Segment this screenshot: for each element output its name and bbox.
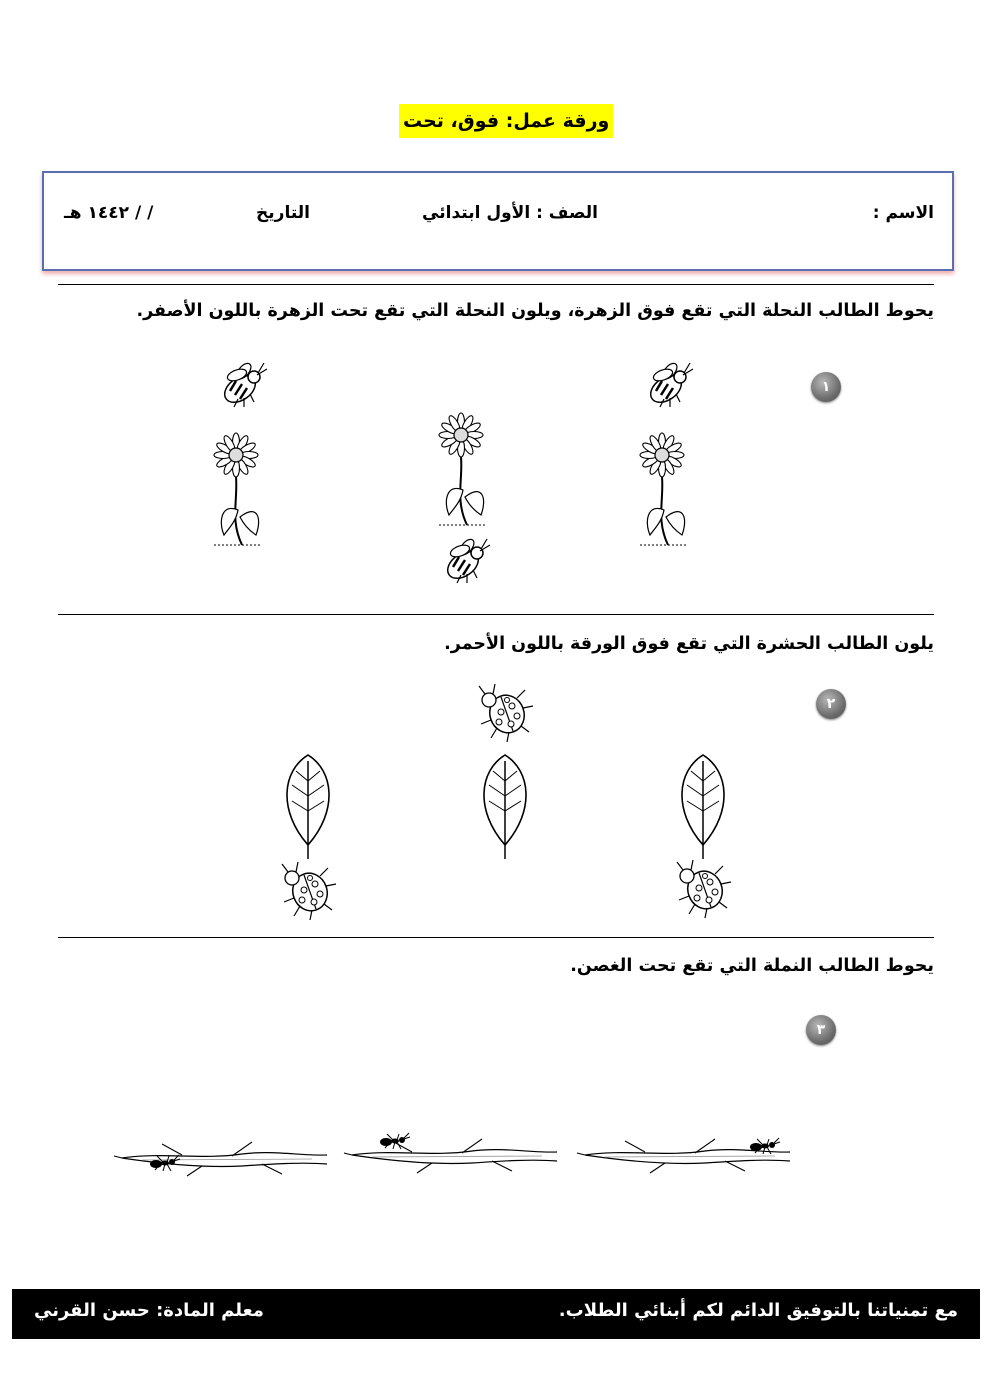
question-2-illustration [0, 675, 992, 935]
ladybug-above-leaf [479, 684, 533, 742]
divider-q2 [58, 614, 934, 615]
question-2-number-badge: ٢ [816, 689, 846, 719]
divider-top [58, 284, 934, 285]
question-1-number-badge: ١ [811, 372, 841, 402]
footer-teacher: معلم المادة: حسن القرني [34, 1300, 264, 1321]
bee-below-flower-middle [443, 537, 490, 584]
ladybug-below-leaf-left [282, 862, 336, 920]
bee-above-flower-right [646, 361, 693, 408]
question-3-illustration [0, 1120, 992, 1200]
date-value: / / ١٤٤٢ هـ [64, 203, 154, 223]
leaf-right [682, 755, 724, 859]
flower-right [640, 433, 688, 545]
leaf-left [287, 755, 329, 859]
flower-left [214, 433, 262, 545]
leaf-middle [484, 755, 526, 859]
branch-left [114, 1142, 327, 1176]
divider-q3 [58, 937, 934, 938]
date-label: التاريخ [256, 203, 310, 223]
branch-middle [344, 1139, 557, 1173]
question-1-instruction: يحوط الطالب النحلة التي تقع فوق الزهرة، ويلون النحلة التي تقع تحت الزهرة باللون الأصفر. [136, 301, 934, 321]
name-label: الاسم : [872, 203, 934, 223]
footer-wish: مع تمنياتنا بالتوفيق الدائم لكم أبنائي الطلاب. [558, 1300, 958, 1321]
question-3-number-badge: ٣ [806, 1015, 836, 1045]
question-1-illustration [0, 355, 992, 615]
worksheet-title: ورقة عمل: فوق، تحت [399, 104, 613, 138]
ladybug-below-leaf-right [677, 860, 731, 918]
ant-below-branch [150, 1155, 180, 1171]
bee-above-flower-left [220, 361, 267, 408]
question-2-instruction: يلون الطالب الحشرة التي تقع فوق الورقة باللون الأحمر. [444, 634, 934, 654]
flower-middle [439, 413, 487, 525]
ant-above-branch-middle [380, 1133, 410, 1149]
question-3-instruction: يحوط الطالب النملة التي تقع تحت الغصن. [570, 956, 934, 976]
class-label: الصف : الأول ابتدائي [422, 203, 598, 223]
